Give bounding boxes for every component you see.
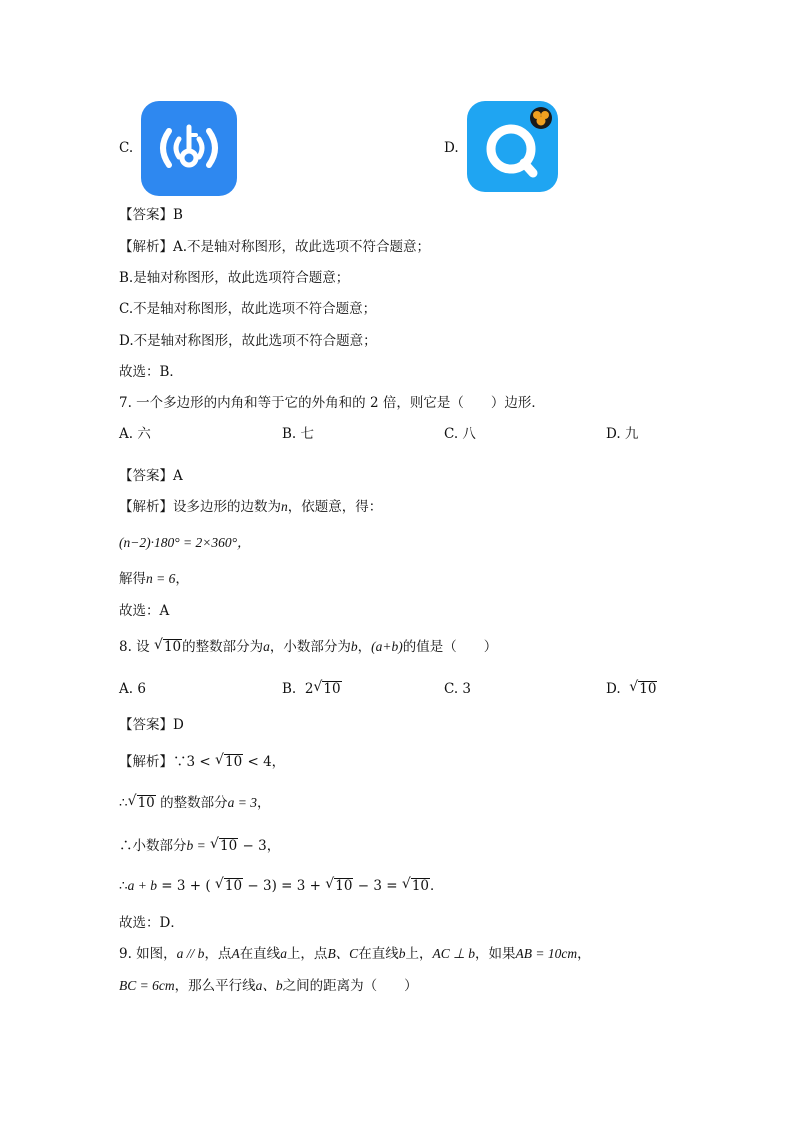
- q-logo-icon: [467, 101, 558, 192]
- q9-l1-mid3: 上，点: [286, 946, 328, 962]
- q9-l1-b: b: [398, 946, 406, 961]
- q9-l1-a: a: [280, 946, 287, 961]
- q9-l1-mid6: ，如果: [474, 946, 516, 962]
- q9-l2-bc: BC = 6cm: [119, 978, 175, 993]
- q9-stem-line2: [119, 976, 418, 996]
- q6-analysis-b: B.是轴对称图形，故此选项符合题意；: [119, 270, 350, 286]
- q8-stem-mid3: ，: [357, 639, 372, 655]
- q8-a3-head: ∴小数部分: [119, 838, 187, 854]
- option-c-label: C.: [119, 140, 134, 156]
- q8-analysis-4: [119, 876, 444, 896]
- q6-analysis-c: C.不是轴对称图形，故此选项不符合题意；: [119, 301, 377, 317]
- q8-stem: [119, 637, 497, 657]
- q8-option-d-rad: 10: [639, 681, 657, 697]
- q9-l1-perp: AC ⊥ b: [432, 946, 475, 961]
- q6-answer: 【答案】B: [119, 207, 183, 223]
- sqrt-symbol: [402, 876, 430, 896]
- q8-analysis-2: [119, 793, 270, 813]
- q7-answer: 【答案】A: [119, 468, 183, 484]
- q9-l1-mid5: 上，: [405, 946, 433, 962]
- q8-a4-rad1: 10: [224, 878, 243, 894]
- q7-option-c: C. 八: [444, 426, 476, 442]
- q8-stem-a: a: [263, 639, 270, 654]
- q8-a2-tail: 的整数部分: [160, 795, 228, 811]
- q8-a4-eq2: = 3 + (: [161, 878, 211, 894]
- q9-l2-tail: 之间的距离为（ ）: [282, 978, 418, 994]
- q9-l1-end: ，: [577, 946, 591, 962]
- q8-conclusion: 故选：D．: [119, 915, 184, 931]
- sqrt-symbol: [210, 836, 238, 856]
- q8-option-b-label: B.: [282, 681, 297, 697]
- sqrt-symbol: [215, 752, 243, 772]
- q9-stem-line1: [119, 944, 591, 964]
- q6-analysis-d: D.不是轴对称图形，故此选项不符合题意；: [119, 333, 377, 349]
- q8-a3-eq: b =: [186, 838, 206, 853]
- q8-a4-rad3: 10: [411, 878, 430, 894]
- q8-a4-end: ．: [430, 878, 444, 894]
- q8-a2-end: ，: [256, 795, 271, 811]
- q8-stem-tail: 的值是（ ）: [402, 639, 498, 655]
- q8-a1-tail: < 4，: [247, 754, 286, 770]
- q8-a4-head: ∴: [119, 878, 128, 894]
- sqrt-symbol: [313, 679, 341, 699]
- sqrt-symbol: [629, 679, 657, 699]
- q8-a4-eq3: − 3) = 3 +: [247, 878, 321, 894]
- q7-solve-prefix: 解得: [119, 571, 146, 587]
- q9-l1-ab: AB = 10cm: [515, 946, 578, 961]
- q8-analysis-1: [119, 752, 285, 772]
- sqrt-symbol: [154, 637, 182, 657]
- q8-option-b-rad: 10: [323, 681, 341, 697]
- q7-option-a: A. 六: [119, 426, 151, 442]
- q8-stem-b: b: [350, 639, 358, 654]
- sqrt-symbol: [128, 793, 156, 813]
- q7-stem: 7. 一个多边形的内角和等于它的外角和的 2 倍，则它是（ ）边形．: [119, 395, 545, 411]
- wifi-key-app-icon: [141, 101, 237, 196]
- q8-a4-eq1: a + b: [127, 878, 157, 893]
- q8-stem-mid2: ，小数部分为: [269, 639, 351, 655]
- option-d-label: D.: [444, 140, 459, 156]
- q7-solve-eq: n = 6: [146, 571, 176, 586]
- q9-l2-mid: ，那么平行线: [174, 978, 256, 994]
- q9-l2-ab: a、b: [255, 978, 283, 993]
- q8-option-b: [282, 679, 342, 699]
- q7-option-d: D. 九: [606, 426, 639, 442]
- q6-analysis-a: 【解析】A.不是轴对称图形，故此选项不符合题意；: [119, 239, 431, 255]
- q9-l1-A: A: [231, 946, 240, 961]
- q8-a1-head: 【解析】∵3 <: [119, 754, 211, 770]
- q7-solve: [119, 569, 189, 589]
- q9-l1-mid2: 在直线: [239, 946, 281, 962]
- q8-option-d: [606, 679, 657, 699]
- q8-option-d-label: D.: [606, 681, 621, 697]
- q7-option-b: B. 七: [282, 426, 315, 442]
- q8-stem-mid1: 的整数部分为: [182, 639, 264, 655]
- wifi-key-icon: [141, 101, 237, 196]
- q7-analysis-head: 【解析】设多边形的边数为: [119, 499, 281, 515]
- q9-l1-mid4: 在直线: [358, 946, 399, 962]
- q8-a1-rad: 10: [225, 754, 243, 770]
- q6-conclusion: 故选：B．: [119, 364, 183, 380]
- q9-l1-par: a // b: [176, 946, 205, 961]
- q8-option-c: C. 3: [444, 681, 472, 697]
- sqrt-symbol: [215, 876, 243, 896]
- q8-a3-tail: − 3，: [242, 838, 281, 854]
- q8-a3-rad: 10: [220, 838, 238, 854]
- q8-a2-eq: a = 3: [227, 795, 257, 810]
- q9-l1-head: 9. 如图，: [119, 946, 177, 962]
- q8-a4-eq4: − 3 =: [357, 878, 398, 894]
- q9-l1-BC: B、C: [327, 946, 359, 961]
- q7-analysis-var: n: [281, 499, 288, 514]
- q8-stem-radicand: 10: [163, 639, 182, 655]
- q9-l1-mid1: ，点: [204, 946, 232, 962]
- q8-stem-expr: (a+b): [371, 639, 403, 654]
- q8-a2-head: ∴: [119, 795, 128, 811]
- q7-equation: (n−2)·180° = 2×360°，: [119, 535, 251, 550]
- q8-a4-rad2: 10: [335, 878, 353, 894]
- q8-a2-rad: 10: [137, 795, 155, 811]
- q8-analysis-3: [119, 836, 280, 856]
- q8-answer: 【答案】D: [119, 717, 184, 733]
- q7-conclusion: 故选：A: [119, 603, 170, 619]
- q8-option-a: A. 6: [119, 681, 146, 697]
- q8-option-b-coef: 2: [304, 681, 314, 697]
- q7-solve-suffix: ，: [175, 571, 189, 587]
- q8-stem-prefix: 8. 设: [119, 639, 150, 655]
- qq-browser-app-icon: [467, 101, 558, 192]
- q7-analysis: [119, 497, 382, 517]
- sqrt-symbol: [325, 876, 353, 896]
- q7-analysis-tail: ，依题意，得：: [287, 499, 383, 515]
